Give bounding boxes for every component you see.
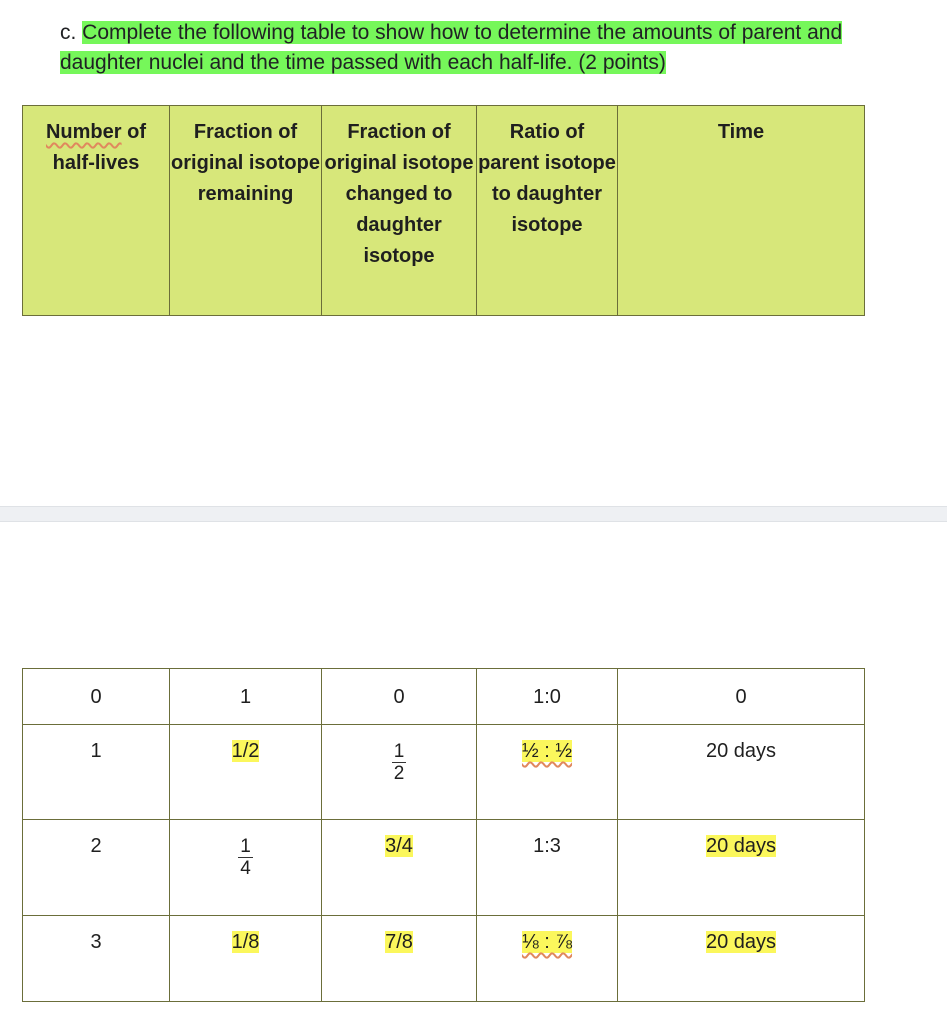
cell-changed[interactable]	[322, 916, 477, 1002]
cell-ratio[interactable]: 1:0	[477, 669, 618, 725]
page-break	[0, 506, 947, 522]
cell-half-lives[interactable]: 2	[23, 820, 170, 916]
cell-half-lives[interactable]: 0	[23, 669, 170, 725]
cell-changed[interactable]: 0	[322, 669, 477, 725]
cell-ratio[interactable]: 1:3	[477, 820, 618, 916]
question-prefix: c.	[60, 21, 83, 44]
answer-highlight: 20 days	[705, 931, 777, 953]
cell-remaining[interactable]	[170, 725, 322, 820]
cell-time[interactable]	[618, 820, 865, 916]
table-row	[23, 669, 865, 725]
cell-time[interactable]: 20 days	[618, 725, 865, 820]
data-table	[22, 668, 865, 1002]
answer-highlight: ⅛ : ⅞	[521, 931, 573, 953]
header-table	[22, 105, 865, 316]
header-fraction-remaining: Fraction of original isotope remaining	[170, 106, 322, 316]
question-highlight-2: daughter nuclei and the time passed with each half-life. (2 points)	[60, 51, 666, 74]
answer-highlight: 7/8	[385, 931, 413, 953]
cell-ratio[interactable]	[477, 725, 618, 820]
question-highlight-1: Complete the following table to show how to determine the amounts of parent and	[82, 21, 843, 44]
table-row	[23, 820, 865, 916]
cell-changed[interactable]	[322, 725, 477, 820]
fraction: $\frac{1}{4}$	[240, 836, 251, 879]
answer-highlight: 1/2	[231, 740, 260, 762]
cell-time[interactable]	[618, 916, 865, 1002]
cell-ratio[interactable]	[477, 916, 618, 1002]
answer-highlight: 20 days	[705, 835, 777, 857]
header-row	[23, 106, 865, 316]
cell-time[interactable]: 0	[618, 669, 865, 725]
cell-remaining[interactable]	[170, 820, 322, 916]
header-ratio: Ratio of parent isotope to daughter isotope	[477, 106, 618, 316]
answer-highlight: 1/8	[231, 931, 260, 953]
question-line-2	[60, 48, 920, 78]
question-text	[60, 18, 920, 78]
header-time: Time	[618, 106, 865, 316]
cell-half-lives[interactable]: 3	[23, 916, 170, 1002]
answer-highlight: 3/4	[385, 835, 413, 857]
header-fraction-changed: Fraction of original isotope changed to daughter isotope	[322, 106, 477, 316]
header-number-of-half-lives: Number of half-lives	[23, 106, 170, 316]
table-row	[23, 725, 865, 820]
cell-half-lives[interactable]: 1	[23, 725, 170, 820]
question-line-1	[60, 18, 920, 48]
table-row	[23, 916, 865, 1002]
cell-remaining[interactable]	[170, 916, 322, 1002]
cell-changed[interactable]	[322, 820, 477, 916]
cell-remaining[interactable]: 1	[170, 669, 322, 725]
spellcheck-word: Number	[45, 121, 122, 143]
answer-highlight: ½ : ½	[521, 740, 573, 762]
fraction: $\frac{1}{2}$	[393, 741, 405, 784]
